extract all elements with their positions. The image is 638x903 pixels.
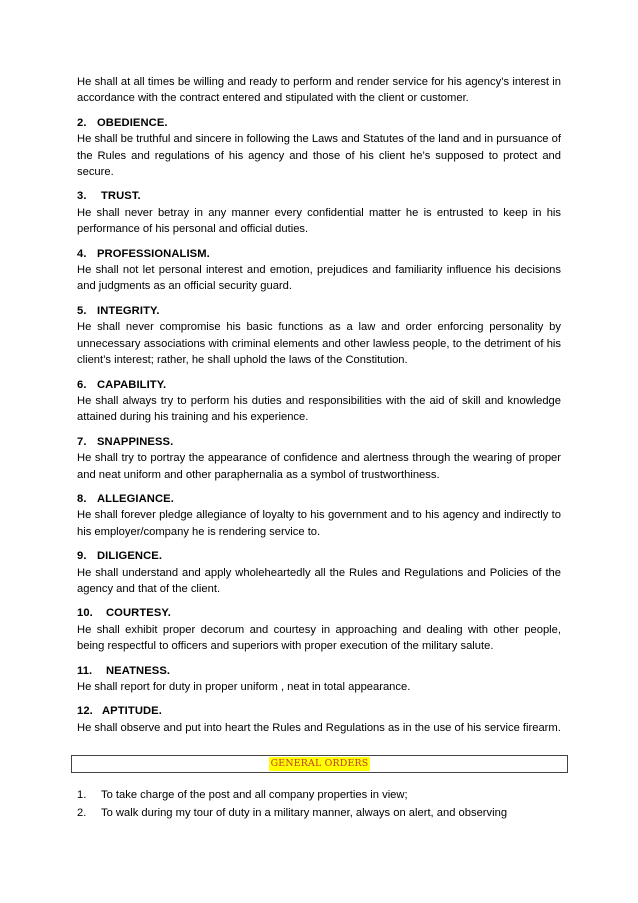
- section-text: He shall observe and put into heart the Rules and Regulations as in the use of his service firearm.: [77, 721, 561, 734]
- section-number: 12.: [77, 705, 93, 718]
- section-title: COURTESY.: [106, 607, 171, 620]
- section-heading: [77, 605, 561, 621]
- section-aptitude: [77, 703, 561, 736]
- section-title: ALLEGIANCE.: [97, 492, 174, 505]
- section-title: CAPABILITY.: [97, 378, 167, 391]
- code-of-conduct: [77, 74, 561, 736]
- section-number: 4.: [77, 247, 87, 260]
- section-professionalism: [77, 246, 561, 295]
- section-number: 5.: [77, 304, 87, 317]
- section-text: He shall try to portray the appearance of confidence and alertness through the wearing of proper and neat uniform and other paraphernalia as a symbol of trustworthiness.: [77, 452, 561, 481]
- section-neatness: [77, 663, 561, 696]
- section-trust: [77, 188, 561, 237]
- section-integrity: [77, 303, 561, 369]
- section-title: DILIGENCE.: [97, 550, 163, 563]
- section-text: He shall report for duty in proper uniform , neat in total appearance.: [77, 681, 411, 693]
- section-text: He shall forever pledge allegiance of loyalty to his government and to his agency and indirectly to his employer/company he is rendering service to.: [77, 509, 561, 538]
- section-number: 3.: [77, 190, 87, 203]
- section-courtesy: [77, 605, 561, 654]
- section-heading: [77, 491, 561, 507]
- section-title: PROFESSIONALISM.: [97, 247, 210, 260]
- section-diligence: [77, 548, 561, 597]
- section-heading: [77, 434, 561, 450]
- section-title: TRUST.: [101, 190, 141, 203]
- section-text: He shall exhibit proper decorum and courtesy in approaching and dealing with other people, being respectful to officers and superiors with proper execution of the military salute.: [77, 623, 561, 653]
- section-number: 10.: [77, 607, 93, 620]
- section-obedience: [77, 115, 561, 181]
- order-text: To take charge of the post and all company properties in view;: [101, 789, 408, 801]
- section-title: OBEDIENCE.: [97, 116, 168, 129]
- section-number: 8.: [77, 492, 87, 505]
- general-orders-list: [77, 787, 561, 822]
- intro-paragraph: He shall at all times be willing and ready to perform and render service for his agency’s interest in accordance with the contract entered and stipulated with the client or customer.: [77, 76, 561, 105]
- list-item: [77, 805, 561, 823]
- section-heading: [77, 548, 561, 564]
- section-number: 11.: [77, 664, 93, 677]
- section-number: 2.: [77, 116, 87, 129]
- section-text: He shall always try to perform his duties and responsibilities with the aid of skill and knowledge attained during his training and his experience.: [77, 394, 561, 424]
- section-snappiness: [77, 434, 561, 483]
- general-orders-title: GENERAL ORDERS: [270, 758, 369, 769]
- list-item: [77, 787, 561, 805]
- section-heading: [77, 377, 561, 393]
- section-heading: [77, 703, 561, 719]
- section-heading: [77, 246, 561, 262]
- section-title: INTEGRITY.: [97, 304, 160, 317]
- section-text: He shall not let personal interest and emotion, prejudices and familiarity influence his decisions and judgments as an official security guard.: [77, 264, 561, 293]
- section-title: SNAPPINESS.: [97, 435, 174, 448]
- section-title: NEATNESS.: [106, 664, 171, 677]
- section-text: He shall understand and apply wholeheartedly all the Rules and Regulations and Policies of the agency and that of the client.: [77, 566, 561, 595]
- order-number: 2.: [77, 806, 87, 819]
- section-heading: [77, 188, 561, 204]
- section-text: He shall never compromise his basic functions as a law and order enforcing personality by unnecessary associations with criminal elements and other lawless people, to the detriment of his client’s interest; rather, he shall uphold the laws of the Constitution.: [77, 321, 561, 367]
- order-number: 1.: [77, 789, 87, 801]
- order-text: To walk during my tour of duty in a military manner, always on alert, and observing: [101, 806, 508, 819]
- section-number: 9.: [77, 550, 87, 563]
- section-number: 6.: [77, 378, 87, 391]
- section-allegiance: [77, 491, 561, 540]
- section-heading: [77, 303, 561, 319]
- section-capability: [77, 377, 561, 426]
- section-heading: [77, 115, 561, 131]
- general-orders-header: [71, 755, 568, 773]
- section-title: APTITUDE.: [102, 705, 162, 718]
- section-number: 7.: [77, 435, 87, 448]
- section-text: He shall never betray in any manner every confidential matter he is entrusted to keep in his performance of his personal and official duties.: [77, 206, 561, 236]
- section-text: He shall be truthful and sincere in following the Laws and Statutes of the land and in pursuance of the Rules and regulations of his agency and those of his client he’s supposed to protect and secure.: [77, 133, 561, 179]
- section-heading: [77, 663, 561, 679]
